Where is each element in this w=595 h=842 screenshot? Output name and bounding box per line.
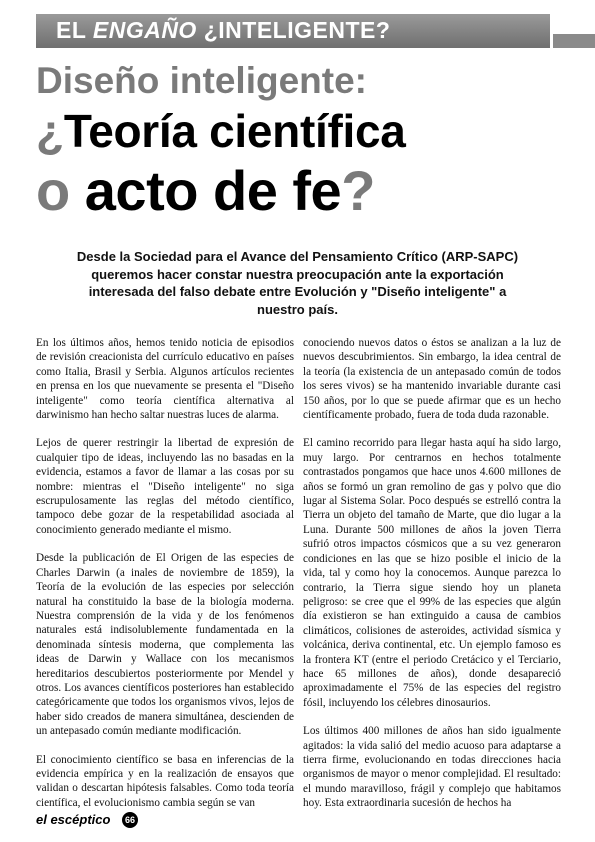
paragraph: Desde la publicación de El Origen de las especies de Charles Darwin (a inales de noviembre de 1859), la Teoría de la evolución de las especies por selección natural ha constituido la base de la biología moderna. Nuestra comprensión de la vida y de los fenómenos naturales está indisolublemente fundamentada en la denominada síntesis moderna, que complementa las ideas de Darwin y Wallace con los mecanismos hereditarios descubiertos posteriormente por Mendel y otros. Los avances científicos posteriores han establecido categóricamente que todos los organismos vivos, lejos de haber sido creados de manera simultánea, descienden de un antepasado común mediante modificación.	[36, 552, 294, 738]
paragraph: En los últimos años, hemos tenido noticia de episodios de revisión creacionista del currículo educativo en países como Italia, Brasil y Serbia. Algunos artículos recientes en prensa en los que nuevamente se presenta el "Diseño inteligente" como teoría científica alternativa al darwinismo han hecho saltar nuestras luces de alarma.	[36, 337, 294, 422]
section-label-c: ¿INTELIGENTE?	[196, 17, 391, 43]
title-line-3-text: acto de fe	[69, 159, 342, 222]
paragraph: El conocimiento científico se basa en inferencias de la evidencia empírica y en la realización de ensayos que validan o descartan hipótesis falsables. Como toda teoría científica, el evolucionismo cambia según se van	[36, 753, 294, 809]
paragraph: El camino recorrido para llegar hasta aquí ha sido largo, muy largo. Por centrarnos en hechos totalmente contrastados pongamos que hace unos 4.600 millones de años se formó un gran remolino de gas y polvo que dio lugar al Sistema Solar. Poco después se estrelló contra la Tierra un objeto del tamaño de Marte, que dio lugar a la Luna. Durante 500 millones de años la joven Tierra sufrió otros impactos cósmicos que a su vez generaron condiciones en las que se hizo posible el inicio de la vida, tal y como hoy la conocemos. Aunque parezca lo contrario, la Tierra sigue siendo hoy un planeta peligroso: se cree que el 99% de las especies que algún día existieron se han extinguido a causa de cambios climáticos, colisiones de asteroides, actividad sísmica y volcánica, deriva continental, etc. Un ejemplo famoso es la frontera KT (entre el periodo Cretácico y el Terciario, hace 65 millones de años), donde desapareció aproximadamente el 75% de las especies del registro fósil, incluyendo los célebres dinosaurios.	[303, 437, 561, 709]
paragraph: Lejos de querer restringir la libertad de expresión de cualquier tipo de ideas, incluyendo las no basadas en la evidencia, estamos a favor de llamar a las cosas por su nombre: mientras el "Diseño inteligente" no siga escrupulosamente las reglas del método científico, tampoco debe gozar de la respetabilidad asociada al conocimiento generado mediante el mismo.	[36, 437, 294, 536]
title-question-open: ¿	[36, 105, 64, 157]
right-column	[303, 336, 561, 825]
section-label-b: ENGAÑO	[92, 17, 197, 43]
title-line-3	[36, 158, 584, 223]
magazine-name: el escéptico	[36, 812, 111, 827]
section-label-a: EL	[56, 17, 93, 43]
title-line-2	[36, 104, 584, 158]
title-line-1: Diseño inteligente:	[36, 60, 367, 101]
title-question-close: ?	[341, 159, 375, 222]
page-number: 66	[122, 812, 138, 828]
left-column	[36, 336, 294, 824]
title-line-2-text: Teoría científica	[63, 105, 406, 157]
paragraph: conociendo nuevos datos o éstos se analizan a la luz de nuevos descubrimientos. Sin embargo, la idea central de la teoría (la existencia de un antepasado común de todos los seres vivos) se ha mantenido invariable durante casi 150 años, por lo que se puede afirmar que es un hecho científicamente probado, fuera de toda duda razonable.	[303, 337, 561, 422]
section-label	[56, 17, 390, 44]
paragraph: Los últimos 400 millones de años han sido igualmente agitados: la vida salió del medio acuoso para adaptarse a tierra firme, evolucionando en todas direcciones hacia organismos de mayor o menor complejidad. El resultado: el mundo maravilloso, frágil y complejo que habitamos hoy. Esta extraordinaria sucesión de hechos ha	[303, 725, 561, 810]
lead-paragraph: Desde la Sociedad para el Avance del Pensamiento Crítico (ARP-SAPC) queremos hacer constar nuestra preocupación ante la exportación interesada del falso debate entre Evolución y "Diseño inteligente" a nuestro país.	[76, 249, 519, 317]
title-o: o	[36, 159, 70, 222]
corner-tab	[553, 34, 595, 48]
